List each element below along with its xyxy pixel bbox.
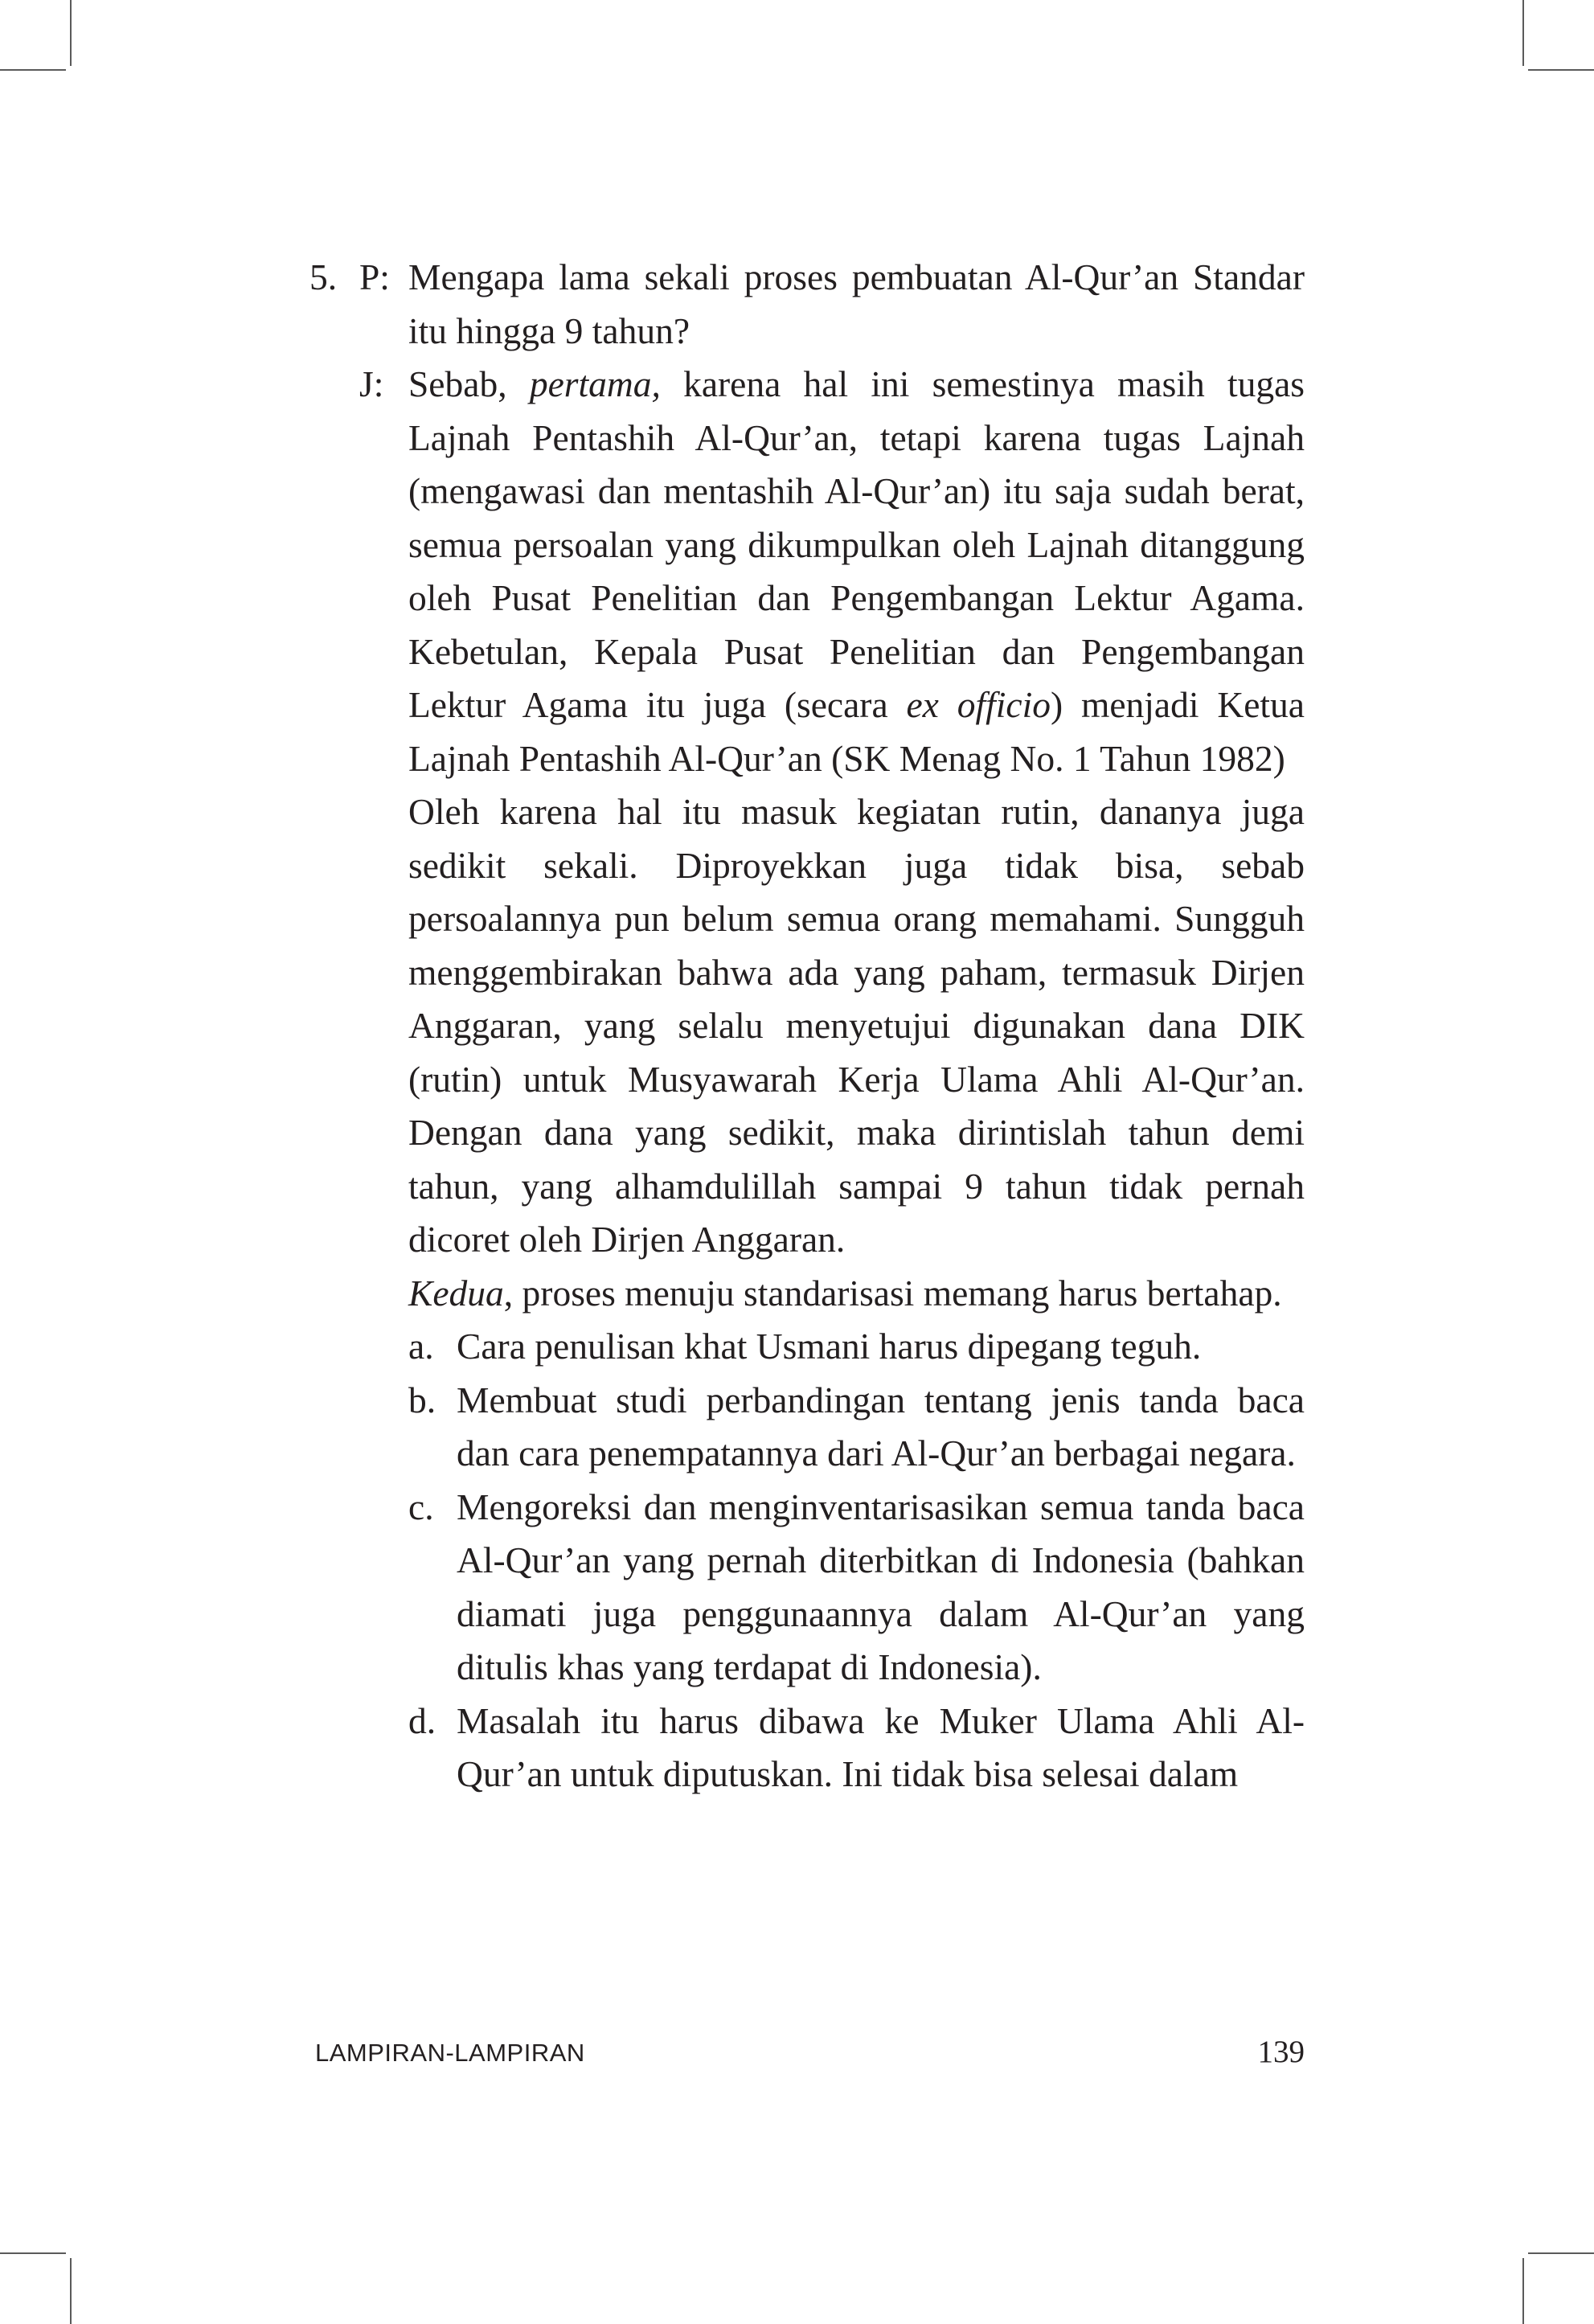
crop-mark-bottom-right xyxy=(1528,2252,1594,2254)
list-item xyxy=(408,1320,1305,1374)
running-head: LAMPIRAN-LAMPIRAN xyxy=(315,2039,585,2067)
list-item-letter: c. xyxy=(408,1486,434,1527)
crop-mark-top-right xyxy=(1522,0,1524,66)
answer-p3-emphasis-kedua: Kedua xyxy=(408,1272,504,1314)
answer-paragraph-2: Oleh karena hal itu masuk kegiatan rutin, dananya juga sedikit sekali. Diproyekkan juga tidak bisa, sebab persoalannya pun belum semua orang memahami. Sungguh menggembirakan bahwa ada yang paham, termasuk Dirjen Anggaran, yang selalu menyetujui digunakan dana DIK (rutin) untuk Musyawarah Kerja Ulama Ahli Al-Qur’an. Dengan dana yang sedikit, maka dirintislah tahun demi tahun, yang alhamdulillah sampai 9 tahun tidak pernah dicoret oleh Dirjen Anggaran. xyxy=(408,791,1305,1260)
list-item-text: Cara penulisan khat Usmani harus dipegang teguh. xyxy=(457,1326,1202,1367)
answer-p3-text: , proses menuju standarisasi memang harus bertahap. xyxy=(503,1272,1282,1314)
page-footer xyxy=(315,2034,1305,2074)
list-item-letter: b. xyxy=(408,1379,436,1420)
crop-mark-top-left xyxy=(70,0,72,66)
answer xyxy=(359,358,1305,1801)
question-text: Mengapa lama sekali proses pembuatan Al-Qur’an Standar itu hingga 9 tahun? xyxy=(408,256,1305,351)
list-item xyxy=(408,1695,1305,1801)
crop-mark-top-left xyxy=(0,69,66,71)
answer-p1-text-1: Sebab, xyxy=(408,363,530,404)
qa-item xyxy=(309,251,1305,1801)
question xyxy=(359,251,1305,358)
steps-list xyxy=(408,1320,1305,1801)
list-item xyxy=(408,1481,1305,1695)
crop-mark-top-right xyxy=(1528,69,1594,71)
list-item-letter: d. xyxy=(408,1699,436,1741)
answer-p1-emphasis-pertama: pertama, xyxy=(529,363,661,404)
answer-p1-text-3: ) menjadi Ketua Lajnah Pentashih Al-Qur’an (SK Menag No. 1 Tahun 1982) xyxy=(408,684,1305,779)
answer-p1-emphasis-ex-officio: ex officio xyxy=(906,684,1051,725)
answer-paragraph-1 xyxy=(408,358,1305,785)
list-item xyxy=(408,1374,1305,1481)
list-item-letter: a. xyxy=(408,1326,434,1367)
answer-p1-text-2: karena hal ini semestinya masih tugas Lajnah Pentashih Al-Qur’an, tetapi karena tugas Lajnah (mengawasi dan mentashih Al-Qur’an) itu saja sudah berat, semua persoalan yang dikumpulkan oleh Lajnah ditanggung oleh Pusat Penelitian dan Pengembangan Lektur Agama. Kebetulan, Kepala Pusat Penelitian dan Pengembangan Lektur Agama itu juga (secara xyxy=(408,363,1305,725)
page-body xyxy=(309,251,1305,1801)
list-item-text: Membuat studi perbandingan tentang jenis tanda baca dan cara penempatannya dari Al-Qur’an berbagai negara. xyxy=(457,1379,1305,1474)
crop-mark-bottom-left xyxy=(70,2258,72,2324)
list-item-text: Masalah itu harus dibawa ke Muker Ulama Ahli Al-Qur’an untuk diputuskan. Ini tidak bisa selesai dalam xyxy=(457,1699,1305,1794)
crop-mark-bottom-left xyxy=(0,2252,66,2254)
crop-mark-bottom-right xyxy=(1522,2258,1524,2324)
list-item-text: Mengoreksi dan menginventarisasikan semua tanda baca Al-Qur’an yang pernah diterbitkan di Indonesia (bahkan diamati juga penggunaannya dalam Al-Qur’an yang ditulis khas yang terdapat di Indonesia). xyxy=(457,1486,1305,1687)
item-number: 5. xyxy=(309,256,338,297)
answer-label: J: xyxy=(359,363,384,404)
question-label: P: xyxy=(359,256,390,297)
answer-paragraph-3 xyxy=(408,1267,1305,1321)
page-number: 139 xyxy=(1257,2035,1305,2069)
